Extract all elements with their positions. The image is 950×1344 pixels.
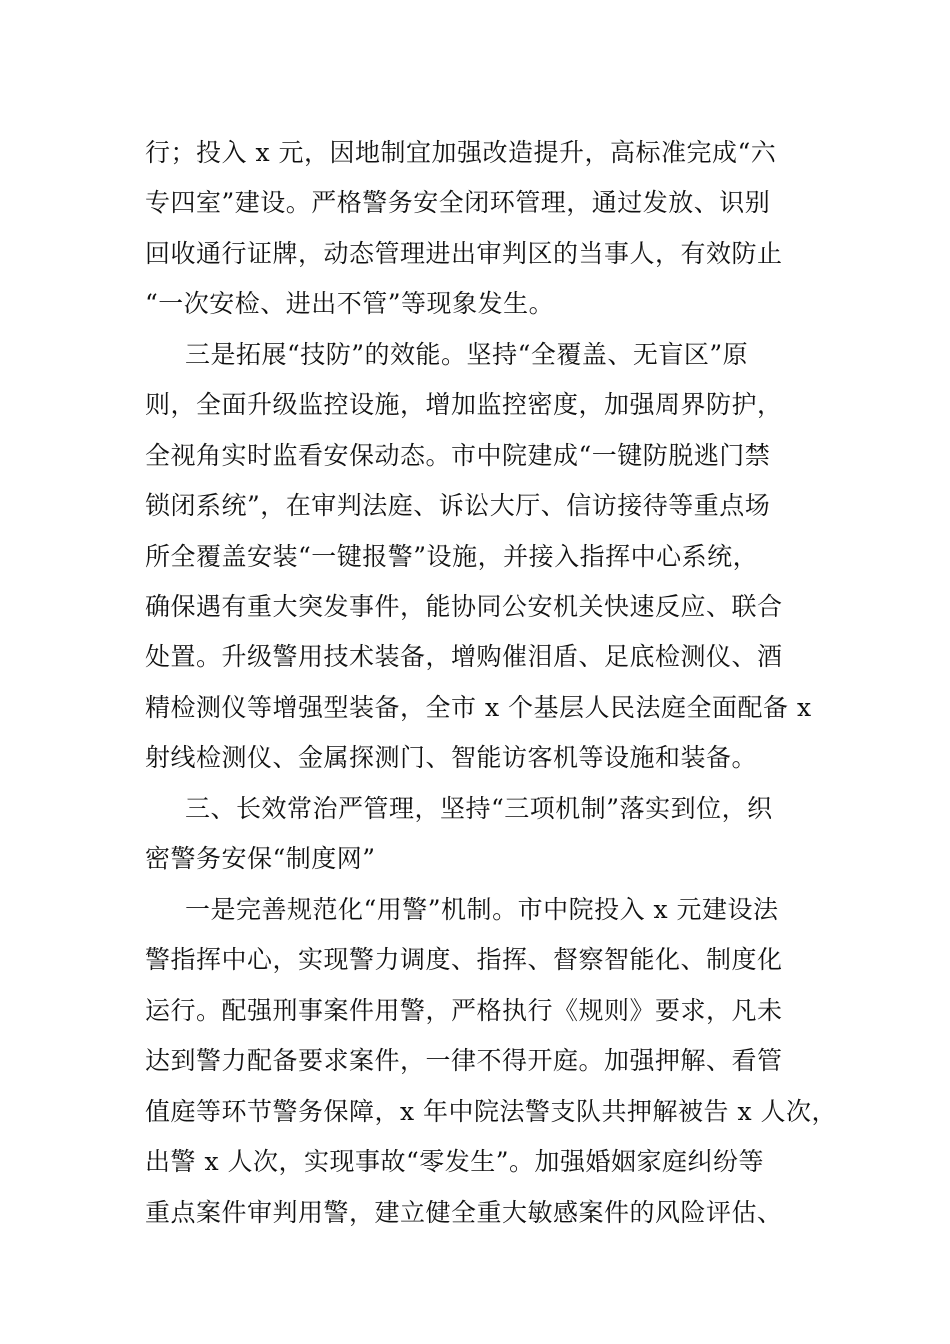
text-line-19: 达到警力配备要求案件，一律不得开庭。加强押解、看管 [145, 1046, 783, 1075]
paragraph-heading-police-mechanism: 一是完善规范化“用警”机制。市中院投入 x 元建设法 [185, 895, 779, 924]
paragraph-heading-tech-defense: 三是拓展“技防”的效能。坚持“全覆盖、无盲区”原 [185, 340, 749, 369]
text-line-22: 重点案件审判用警，建立健全重大敏感案件的风险评估、 [145, 1198, 783, 1227]
text-line-10: 确保遇有重大突发事件，能协同公安机关快速反应、联合 [145, 592, 783, 621]
section-heading-three: 三、长效常治严管理，坚持“三项机制”落实到位，织 [185, 794, 773, 823]
text-line-20: 值庭等环节警务保障，x 年中院法警支队共押解被告 x 人次， [145, 1097, 838, 1126]
text-line-18: 运行。配强刑事案件用警，严格执行《规则》要求，凡未 [145, 996, 783, 1025]
text-line-4: “一次安检、进出不管”等现象发生。 [145, 289, 555, 318]
text-line-2: 专四室”建设。严格警务安全闭环管理，通过发放、识别 [145, 188, 771, 217]
text-line-6: 则，全面升级监控设施，增加监控密度，加强周界防护， [145, 390, 783, 419]
text-line-13: 射线检测仪、金属探测门、智能访客机等设施和装备。 [145, 743, 758, 772]
text-line-9: 所全覆盖安装“一键报警”设施，并接入指挥中心系统， [145, 542, 759, 571]
text-line-8: 锁闭系统”，在审判法庭、诉讼大厅、信访接待等重点场 [145, 491, 771, 520]
text-line-12: 精检测仪等增强型装备，全市 x 个基层人民法庭全面配备 x [145, 693, 812, 722]
text-line-17: 警指挥中心，实现警力调度、指挥、督察智能化、制度化 [145, 945, 783, 974]
text-line-21: 出警 x 人次，实现事故“零发生”。加强婚姻家庭纠纷等 [145, 1147, 765, 1176]
text-line-3: 回收通行证牌，动态管理进出审判区的当事人，有效防止 [145, 239, 783, 268]
section-heading-three-continued: 密警务安保“制度网” [145, 844, 376, 873]
text-line-7: 全视角实时监看安保动态。市中院建成“一键防脱逃门禁 [145, 441, 771, 470]
text-line-1: 行；投入 x 元，因地制宜加强改造提升，高标准完成“六 [145, 138, 777, 167]
text-line-11: 处置。升级警用技术装备，增购催泪盾、足底检测仪、酒 [145, 642, 783, 671]
